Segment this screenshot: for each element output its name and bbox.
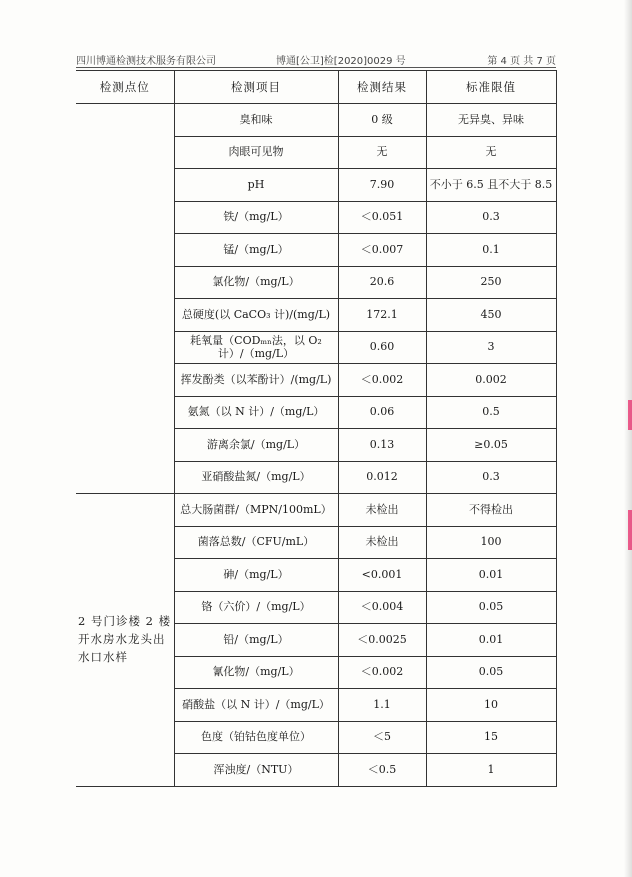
test-result: ＜0.007 [338,234,426,267]
standard-limit: 450 [426,299,556,332]
test-item: 臭和味 [174,104,338,137]
test-result: ＜0.004 [338,591,426,624]
test-item: 色度（铂钴色度单位） [174,721,338,754]
test-item: pH [174,169,338,202]
standard-limit: 0.05 [426,656,556,689]
test-result: 无 [338,136,426,169]
column-header-limit: 标准限值 [426,71,556,104]
test-item: 总硬度(以 CaCO₃ 计)/(mg/L) [174,299,338,332]
test-item: 挥发酚类（以苯酚计）/(mg/L) [174,364,338,397]
test-result: 0.13 [338,429,426,462]
standard-limit: 100 [426,526,556,559]
company-name: 四川博通检测技术服务有限公司 [76,56,216,67]
test-result: ＜0.0025 [338,624,426,657]
test-item: 肉眼可见物 [174,136,338,169]
standard-limit: 0.1 [426,234,556,267]
test-item: 菌落总数/（CFU/mL） [174,526,338,559]
report-number: 博通[公卫]检[2020]0029 号 [276,56,406,67]
test-item: 亚硝酸盐氮/（mg/L） [174,461,338,494]
standard-limit: ≥0.05 [426,429,556,462]
standard-limit: 不小于 6.5 且不大于 8.5 [426,169,556,202]
test-item: 氰化物/（mg/L） [174,656,338,689]
standard-limit: 不得检出 [426,494,556,527]
test-result: <0.001 [338,559,426,592]
standard-limit: 无异臭、异味 [426,104,556,137]
standard-limit: 0.3 [426,461,556,494]
test-item: 耗氧量（CODₘₙ法，以 O₂ 计）/（mg/L） [174,331,338,364]
test-item: 砷/（mg/L） [174,559,338,592]
standard-limit: 0.002 [426,364,556,397]
column-header-result: 检测结果 [338,71,426,104]
header-divider [76,67,556,68]
test-result: 0.06 [338,396,426,429]
standard-limit: 0.01 [426,559,556,592]
test-result: 未检出 [338,526,426,559]
column-header-item: 检测项目 [174,71,338,104]
test-item: 硝酸盐（以 N 计）/（mg/L） [174,689,338,722]
scan-edge-shadow [624,0,632,877]
test-item: 铬（六价）/（mg/L） [174,591,338,624]
test-item: 氯化物/（mg/L） [174,266,338,299]
standard-limit: 0.05 [426,591,556,624]
test-result: 1.1 [338,689,426,722]
standard-limit: 0.3 [426,201,556,234]
table-row [76,104,556,137]
standard-limit: 250 [426,266,556,299]
table-row [76,494,556,527]
test-item: 游离余氯/（mg/L） [174,429,338,462]
test-result: 未检出 [338,494,426,527]
test-item: 铅/（mg/L） [174,624,338,657]
test-result: ＜0.051 [338,201,426,234]
page-indicator: 第 4 页 共 7 页 [487,56,556,67]
test-result: 0.012 [338,461,426,494]
standard-limit: 15 [426,721,556,754]
results-table [76,70,557,787]
sampling-location: 2 号门诊楼 2 楼开水房水龙头出水口水样 [76,494,174,787]
standard-limit: 3 [426,331,556,364]
test-item: 浑浊度/（NTU） [174,754,338,787]
column-header-location: 检测点位 [76,71,174,104]
test-item: 铁/（mg/L） [174,201,338,234]
test-result: 172.1 [338,299,426,332]
location-cell-empty [76,104,174,494]
scan-edge-mark [628,510,632,550]
standard-limit: 无 [426,136,556,169]
standard-limit: 1 [426,754,556,787]
standard-limit: 10 [426,689,556,722]
test-result: 0 级 [338,104,426,137]
test-result: ＜5 [338,721,426,754]
test-result: ＜0.002 [338,656,426,689]
test-result: ＜0.002 [338,364,426,397]
test-result: 20.6 [338,266,426,299]
test-item: 总大肠菌群/（MPN/100mL） [174,494,338,527]
standard-limit: 0.01 [426,624,556,657]
test-result: 0.60 [338,331,426,364]
test-item: 氨氮（以 N 计）/（mg/L） [174,396,338,429]
test-result: 7.90 [338,169,426,202]
scan-edge-mark [628,400,632,430]
standard-limit: 0.5 [426,396,556,429]
test-result: ＜0.5 [338,754,426,787]
page-header [76,50,556,66]
table-header-row [76,71,556,104]
test-item: 锰/（mg/L） [174,234,338,267]
